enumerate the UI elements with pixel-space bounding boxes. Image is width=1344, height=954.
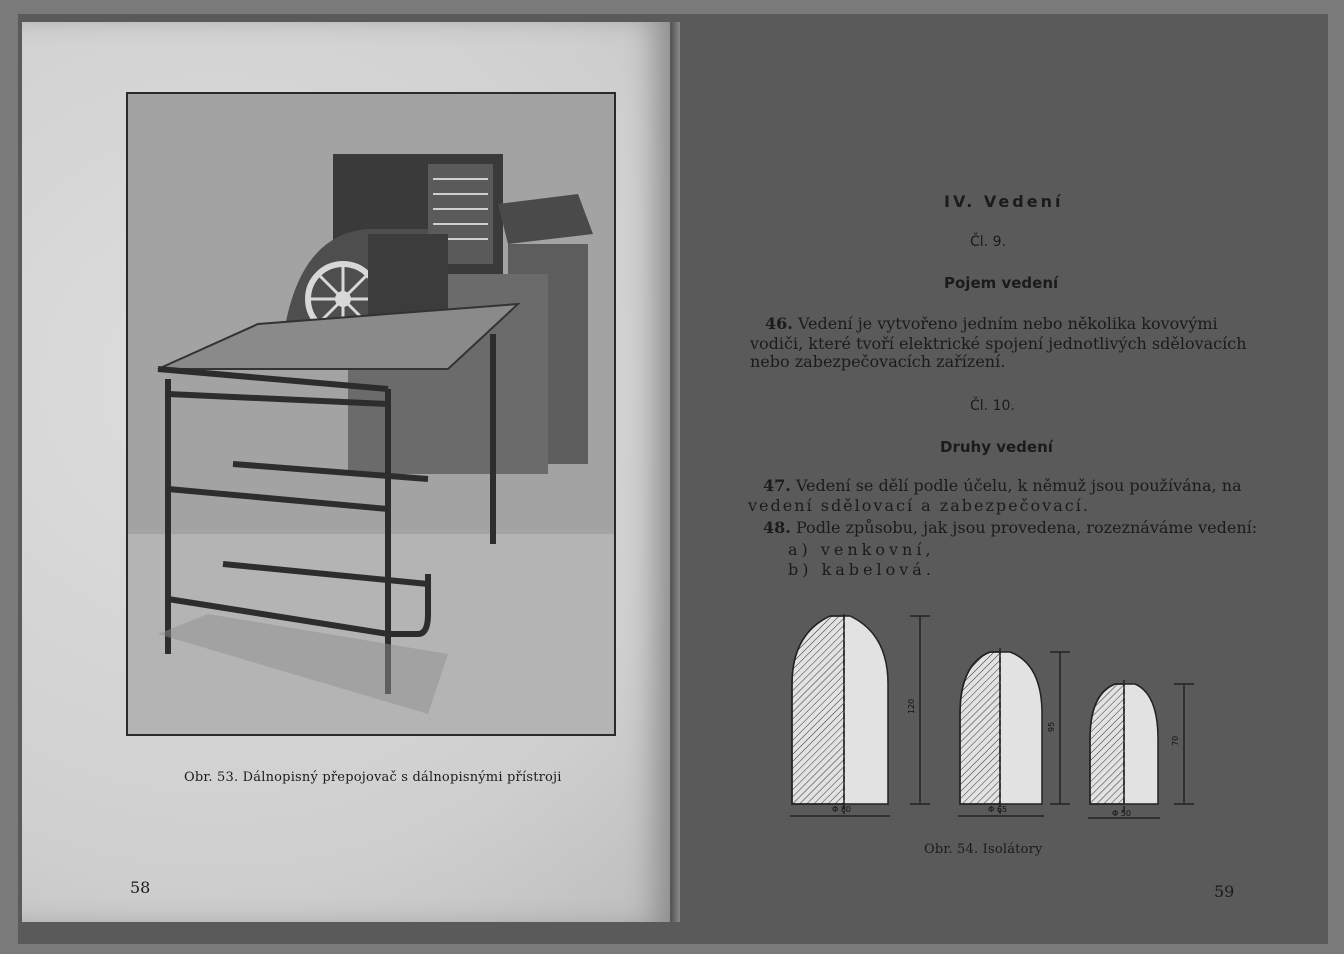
- dim-diameter-3: Φ 50: [1112, 809, 1132, 818]
- figure-caption: Obr. 54. Isolátory: [924, 842, 1043, 857]
- left-page: [22, 22, 670, 922]
- paragraph-number: 46.: [765, 314, 793, 333]
- dim-height-3: 70: [1171, 735, 1180, 746]
- paragraph-46-line3: nebo zabezpečovacích zařízení.: [750, 352, 1006, 371]
- chapter-title: IV. Vedení: [944, 192, 1064, 211]
- article-10-label: Čl. 10.: [970, 398, 1015, 414]
- dim-diameter-2: Φ 65: [988, 805, 1008, 814]
- article-9-label: Čl. 9.: [970, 234, 1006, 250]
- page-number-left: 58: [130, 878, 151, 897]
- teleprinter-switchboard-photo: [126, 92, 616, 736]
- heading-pojem-vedeni: Pojem vedení: [944, 274, 1059, 292]
- insulators-drawing: [780, 604, 1200, 824]
- list-item-b: b) kabelová.: [788, 560, 935, 579]
- paragraph-46-line2: vodiči, které tvoří elektrické spojení jednotlivých sdělovacích: [750, 334, 1247, 353]
- paragraph-47-line1: [763, 476, 1242, 495]
- paragraph-text: Podle způsobu, jak jsou provedena, rozeznáváme vedení:: [795, 518, 1258, 537]
- page-number-right: 59: [1214, 882, 1235, 901]
- paragraph-48-line1: [763, 518, 1257, 537]
- paragraph-text: Vedení se dělí podle účelu, k němuž jsou používána, na: [795, 476, 1242, 495]
- paragraph-text: Vedení je vytvořeno jedním nebo několika kovovými: [797, 314, 1218, 333]
- paragraph-number: 47.: [763, 476, 791, 495]
- paragraph-46-line1: [765, 314, 1218, 333]
- paragraph-number: 48.: [763, 518, 791, 537]
- paragraph-47-line2: vedení sdělovací a zabezpečovací.: [748, 496, 1090, 515]
- dim-height-2: 95: [1047, 721, 1056, 732]
- photo-caption: Obr. 53. Dálnopisný přepojovač s dálnopisnými přístroji: [184, 770, 562, 785]
- dim-height-1: 120: [907, 698, 916, 714]
- list-item-a: a) venkovní,: [788, 540, 935, 559]
- dim-diameter-1: Φ 80: [832, 805, 852, 814]
- heading-druhy-vedeni: Druhy vedení: [940, 438, 1053, 456]
